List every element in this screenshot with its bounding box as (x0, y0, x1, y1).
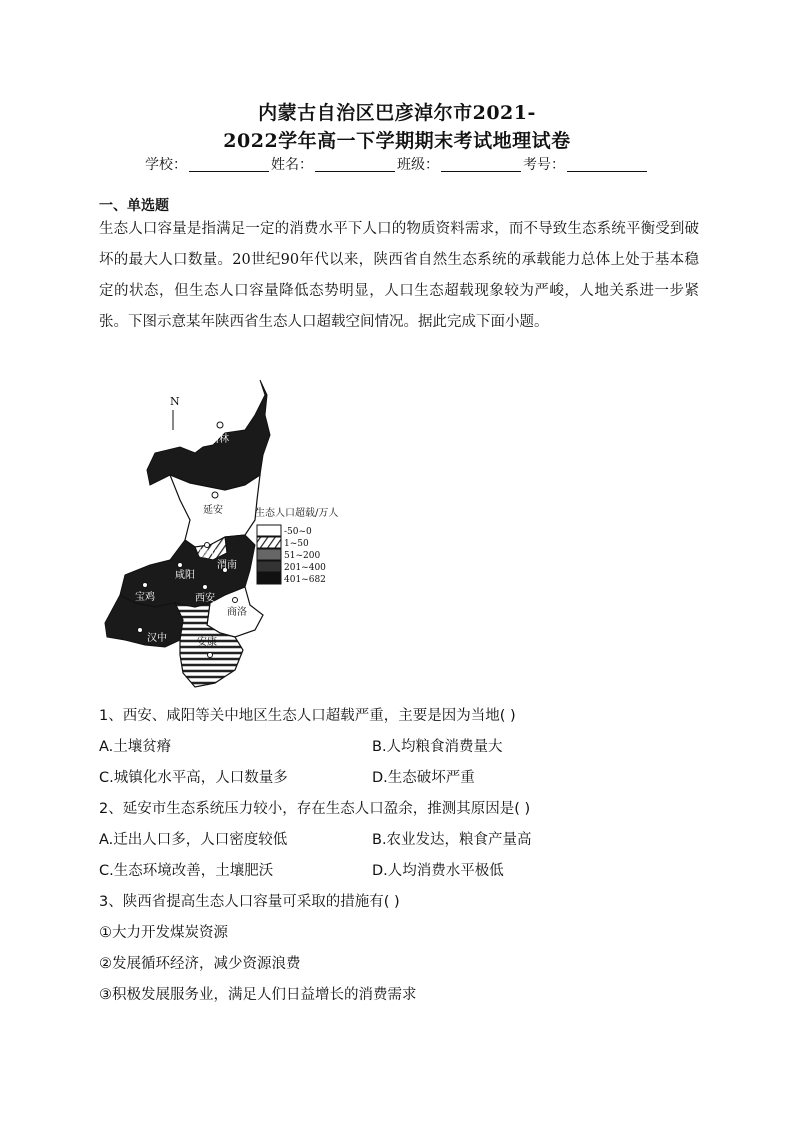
exam-title-line1: 内蒙古自治区巴彦淖尔市2021- (258, 102, 536, 124)
legend-label-2: 1~50 (284, 539, 309, 549)
legend-label-4: 201~400 (284, 563, 326, 573)
q1-option-b[interactable]: B.人均粮食消费量大 (372, 739, 503, 755)
q1-option-a[interactable]: A.土壤贫瘠 (99, 739, 172, 755)
section-heading: 一、单选题 (99, 198, 169, 214)
legend-label-3: 51~200 (284, 551, 321, 561)
passage-block (99, 214, 699, 338)
class-blank (441, 157, 521, 172)
question-3-stem: 3、陕西省提高生态人口容量可采取的措施有( ) (99, 894, 400, 910)
city-yulin: 榆林 (209, 434, 229, 445)
class-label: 班级： (397, 157, 439, 173)
school-label: 学校： (145, 157, 187, 173)
legend-label-5: 401~682 (284, 575, 326, 585)
q2-option-c[interactable]: C.生态环境改善，土壤肥沃 (99, 863, 274, 879)
legend-swatch-1 (257, 525, 281, 536)
q3-item-2: ②发展循环经济，减少资源浪费 (99, 956, 301, 972)
student-info-line (0, 154, 794, 174)
q2-option-d[interactable]: D.人均消费水平极低 (372, 863, 504, 879)
city-xianyang: 咸阳 (175, 570, 195, 581)
city-baoji: 宝鸡 (135, 592, 155, 603)
q2-option-b[interactable]: B.农业发达，粮食产量高 (372, 832, 532, 848)
legend-title: 生态人口超载/万人 (255, 508, 339, 519)
legend-swatch-3 (257, 549, 281, 560)
q3-item-3: ③积极发展服务业，满足人们日益增长的消费需求 (99, 987, 417, 1003)
id-label: 考号： (523, 157, 565, 173)
city-yanan: 延安 (203, 505, 223, 516)
city-tongchuan: 铜川 (199, 550, 218, 560)
exam-title-line2: 2022学年高一下学期期末考试地理试卷 (223, 130, 571, 152)
legend-swatch-4 (257, 561, 281, 572)
city-shangluo: 商洛 (227, 607, 247, 618)
legend-swatch-5 (257, 573, 281, 584)
question-1-stem: 1、西安、咸阳等关中地区生态人口超载严重，主要是因为当地( ) (99, 708, 516, 724)
q1-option-c[interactable]: C.城镇化水平高，人口数量多 (99, 770, 288, 786)
city-xian: 西安 (195, 593, 215, 604)
legend-label-1: -50~0 (284, 527, 312, 537)
shaanxi-overload-map (95, 375, 375, 695)
name-label: 姓名： (271, 157, 313, 173)
q1-option-d[interactable]: D.生态破坏严重 (372, 770, 475, 786)
north-label: N (170, 395, 180, 408)
q2-option-a[interactable]: A.迁出人口多，人口密度较低 (99, 832, 288, 848)
passage-text: 生态人口容量是指满足一定的消费水平下人口的物质资料需求，而不导致生态系统平衡受到破坏的最大人口数量。20世纪90年代以来，陕西省自然生态系统的承载能力总体上处于基本稳定的状态，但生态人口容量降低态势明显，人口生态超载现象较为严峻，人地关系进一步紧张。下图示意某年陕西省生态人口超载空间情况。据此完成下面小题。 (99, 221, 699, 330)
city-ankang: 安康 (197, 637, 217, 648)
city-weinan: 渭南 (217, 560, 237, 571)
question-2-stem: 2、延安市生态系统压力较小，存在生态人口盈余，推测其原因是( ) (99, 801, 531, 817)
name-blank (315, 157, 395, 172)
map-legend (255, 506, 338, 585)
legend-swatch-2 (257, 537, 281, 548)
city-hanzhong: 汉中 (147, 633, 167, 644)
q3-item-1: ①大力开发煤炭资源 (99, 925, 228, 941)
id-blank (567, 157, 647, 172)
school-blank (189, 157, 269, 172)
